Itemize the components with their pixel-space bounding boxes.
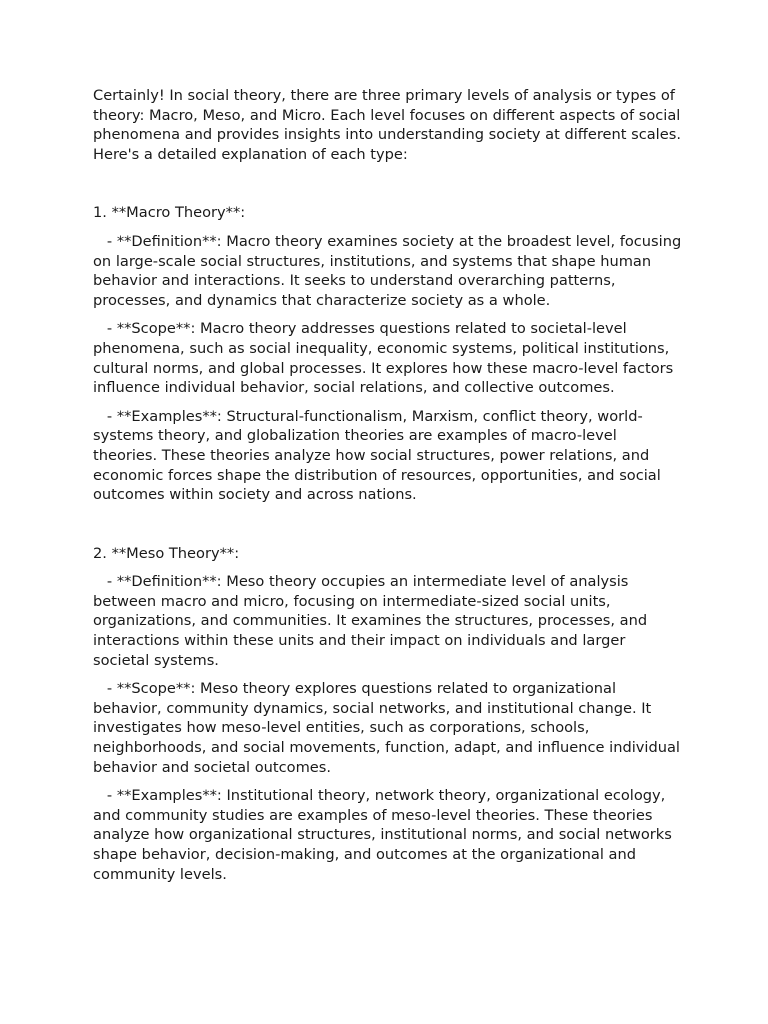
section-heading: 2. **Meso Theory**: [93,544,240,562]
section-meso-theory [93,544,683,885]
examples-paragraph: - **Examples**: Institutional theory, network theory, organizational ecology, and community studies are examples of meso-level theories. These theories analyze how organizational structures, institutional norms, and social networks shape behavior, decision-making, and outcomes at the organizational and community levels. [93,787,677,883]
scope-paragraph: - **Scope**: Meso theory explores questions related to organizational behavior, community dynamics, social networks, and institutional change. It investigates how meso-level entities, such as corporations, schools, neighborhoods, and social movements, function, adapt, and influence individual behavior and societal outcomes. [93,680,685,776]
section-heading: 1. **Macro Theory**: [93,204,246,222]
section-macro-theory [93,203,686,504]
document-page [93,86,686,893]
definition-paragraph: - **Definition**: Meso theory occupies an intermediate level of analysis between macro and micro, focusing on intermediate-sized social units, organizations, and communities. It examines the structures, processes, and interactions within these units and their impact on individuals and larger societal systems. [93,573,652,669]
definition-paragraph: - **Definition**: Macro theory examines society at the broadest level, focusing on large-scale social structures, institutions, and systems that shape human behavior and interactions. It seeks to understand overarching patterns, processes, and dynamics that characterize society as a whole. [93,232,686,309]
intro-paragraph: Certainly! In social theory, there are three primary levels of analysis or types of theory: Macro, Meso, and Micro. Each level focuses on different aspects of social phenomena and provides insights into understanding society at different scales. Here's a detailed explanation of each type: [93,87,686,163]
scope-paragraph: - **Scope**: Macro theory addresses questions related to societal-level phenomena, such as social inequality, economic systems, political institutions, cultural norms, and global processes. It explores how these macro-level factors influence individual behavior, social relations, and collective outcomes. [93,320,678,397]
examples-paragraph: - **Examples**: Structural-functionalism, Marxism, conflict theory, world-systems theory, and globalization theories are examples of macro-level theories. These theories analyze how social structures, power relations, and economic forces shape the distribution of resources, opportunities, and social outcomes within society and across nations. [93,407,666,504]
